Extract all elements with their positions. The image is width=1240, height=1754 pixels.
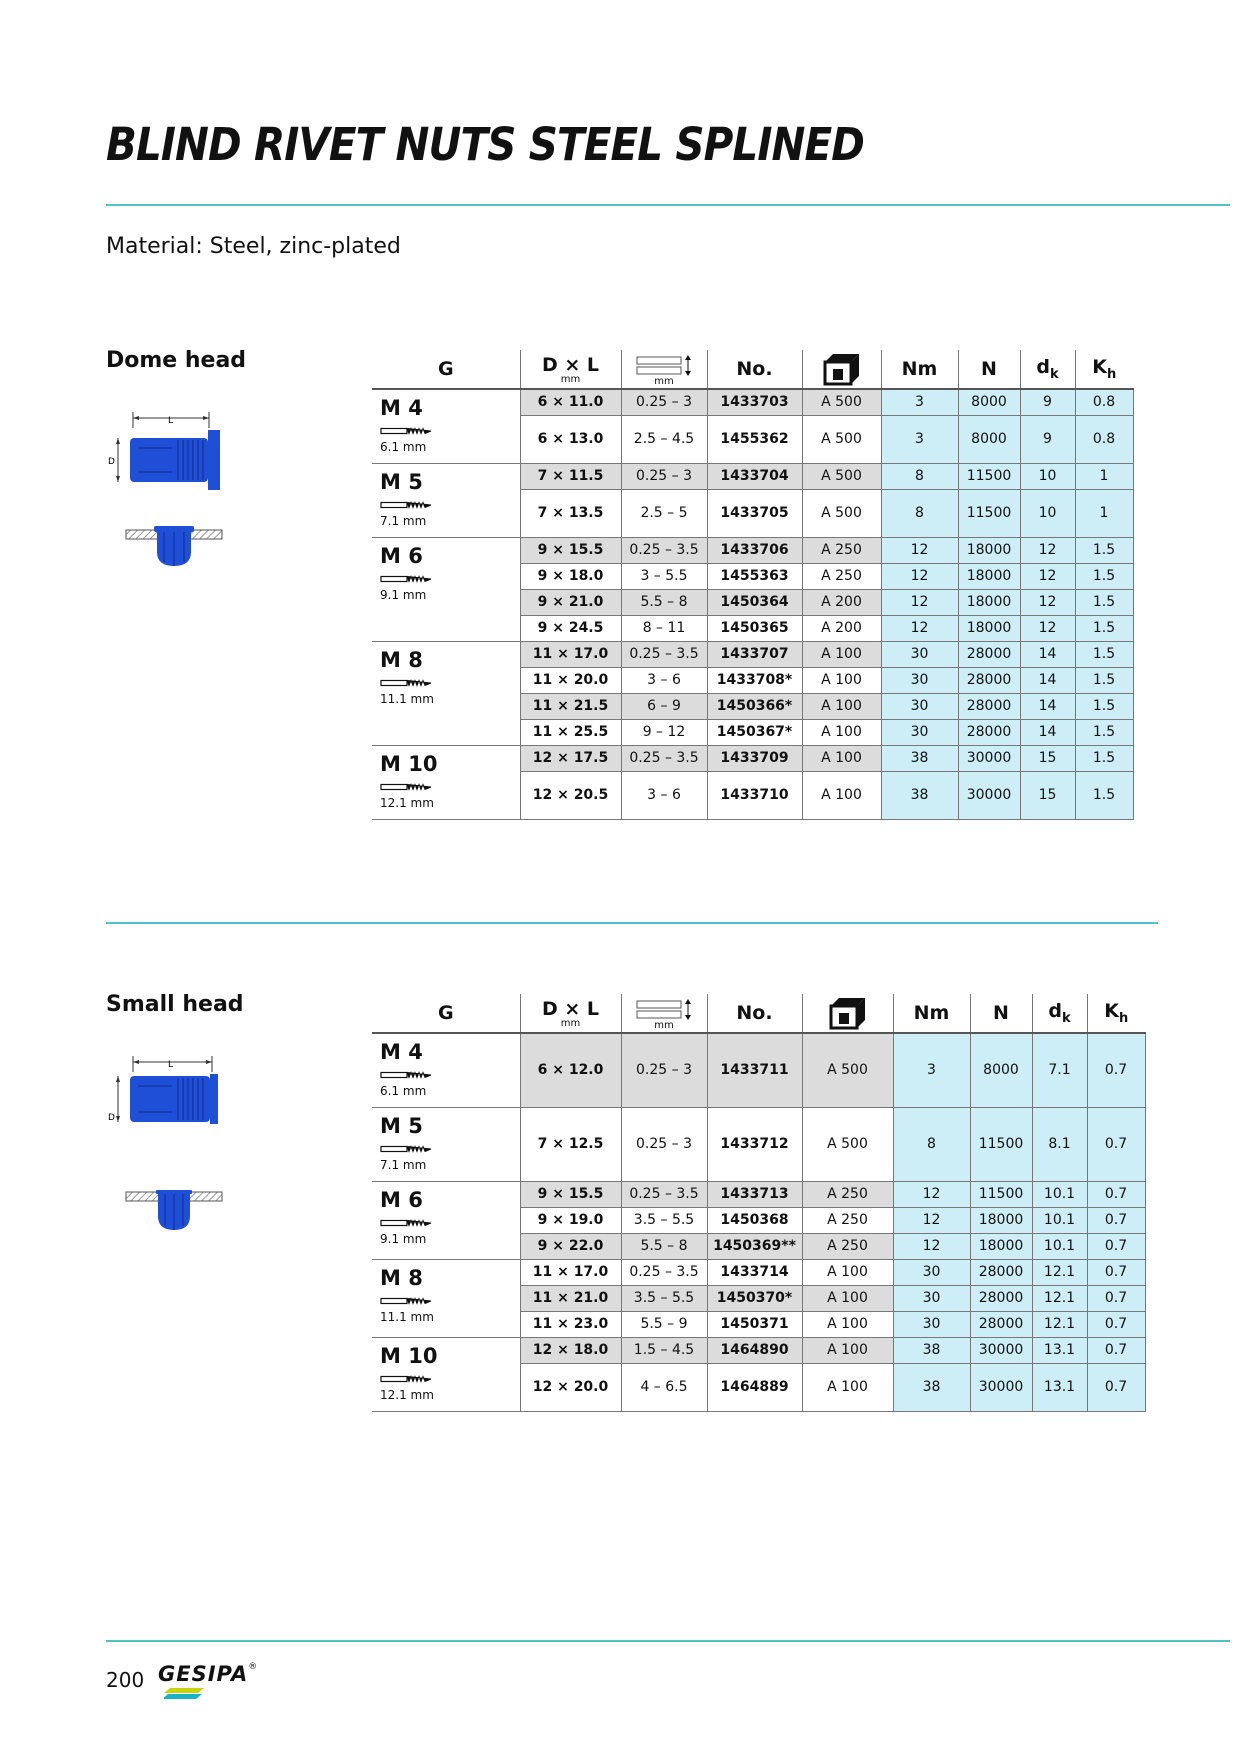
packaging-cell: A 100: [802, 1285, 893, 1311]
head-height-cell: 1.5: [1075, 771, 1133, 819]
grip-range-cell: 6 – 9: [621, 693, 707, 719]
force-cell: 30000: [958, 771, 1020, 819]
packaging-cell: A 500: [802, 463, 881, 489]
grip-range-cell: 3 – 5.5: [621, 563, 707, 589]
grip-range-cell: 3.5 – 5.5: [621, 1285, 707, 1311]
drill-icon: [380, 1218, 520, 1228]
dimension-cell: 12 × 17.5: [520, 745, 621, 771]
head-height-cell: 1.5: [1075, 615, 1133, 641]
table-row: [372, 745, 1133, 771]
force-cell: 30000: [970, 1363, 1032, 1411]
brand-name: GESIPA: [158, 1662, 249, 1686]
grip-range-cell: 0.25 – 3.5: [621, 1181, 707, 1207]
force-cell: 18000: [970, 1233, 1032, 1259]
dimension-cell: 11 × 23.0: [520, 1311, 621, 1337]
grip-range-cell: 5.5 – 8: [621, 589, 707, 615]
torque-cell: 12: [893, 1233, 970, 1259]
dimension-cell: 9 × 15.5: [520, 1181, 621, 1207]
header-g: G: [372, 350, 520, 389]
package-icon: [823, 352, 861, 386]
force-cell: 28000: [958, 641, 1020, 667]
head-height-cell: 0.7: [1087, 1363, 1145, 1411]
head-height-cell: 0.7: [1087, 1285, 1145, 1311]
dimension-cell: 11 × 17.0: [520, 641, 621, 667]
grip-range-cell: 5.5 – 8: [621, 1233, 707, 1259]
torque-cell: 30: [881, 719, 958, 745]
article-number-cell: 1433713: [707, 1181, 802, 1207]
drill-icon: [380, 1070, 520, 1080]
header-pack: [802, 994, 893, 1033]
article-number-cell: 1433705: [707, 489, 802, 537]
dimension-cell: 11 × 20.0: [520, 667, 621, 693]
dimension-l-label: L: [168, 416, 174, 426]
article-number-cell: 1450367*: [707, 719, 802, 745]
thread-size-cell: [372, 1107, 520, 1181]
header-kh: $K_h$: [1087, 994, 1145, 1033]
torque-cell: 12: [881, 537, 958, 563]
grip-range-cell: 1.5 – 4.5: [621, 1337, 707, 1363]
force-cell: 18000: [958, 589, 1020, 615]
header-n: N: [958, 350, 1020, 389]
dimension-cell: 11 × 25.5: [520, 719, 621, 745]
header-nm: Nm: [893, 994, 970, 1033]
head-diameter-cell: 9: [1020, 389, 1075, 415]
grip-range-cell: 0.25 – 3.5: [621, 745, 707, 771]
packaging-cell: A 250: [802, 537, 881, 563]
table-row: [372, 1033, 1145, 1107]
dimension-cell: 7 × 13.5: [520, 489, 621, 537]
table-row: [372, 1107, 1145, 1181]
head-height-cell: 0.7: [1087, 1207, 1145, 1233]
head-height-cell: 1.5: [1075, 563, 1133, 589]
force-cell: 18000: [958, 537, 1020, 563]
torque-cell: 8: [893, 1107, 970, 1181]
torque-cell: 30: [893, 1259, 970, 1285]
head-height-cell: 0.8: [1075, 389, 1133, 415]
table-row: [372, 641, 1133, 667]
article-number-cell: 1450365: [707, 615, 802, 641]
article-number-cell: 1464889: [707, 1363, 802, 1411]
torque-cell: 12: [881, 615, 958, 641]
grip-range-cell: 8 – 11: [621, 615, 707, 641]
dimension-d-label: D: [108, 1113, 115, 1123]
header-dxl: D × L mm: [520, 994, 621, 1033]
force-cell: 8000: [958, 415, 1020, 463]
packaging-cell: A 100: [802, 719, 881, 745]
thread-size: M 8: [380, 1265, 423, 1290]
force-cell: 30000: [970, 1337, 1032, 1363]
thread-size: M 6: [380, 1187, 423, 1212]
drill-icon: [380, 782, 520, 792]
thread-size: M 10: [380, 1343, 438, 1368]
material-text: Material: Steel, zinc-plated: [106, 234, 401, 259]
head-diameter-cell: 10.1: [1032, 1207, 1087, 1233]
head-height-cell: 1.5: [1075, 745, 1133, 771]
table-row: [372, 537, 1133, 563]
dimension-cell: 9 × 15.5: [520, 537, 621, 563]
drill-icon: [380, 426, 520, 436]
thread-size: M 4: [380, 1040, 423, 1064]
title-rule: [106, 204, 1230, 206]
dimension-cell: 7 × 12.5: [520, 1107, 621, 1181]
head-height-cell: 1.5: [1075, 719, 1133, 745]
grip-range-cell: 0.25 – 3: [621, 1107, 707, 1181]
force-cell: 18000: [958, 563, 1020, 589]
head-diameter-cell: 12.1: [1032, 1259, 1087, 1285]
dome-head-table: [372, 350, 1134, 820]
thread-size-cell: [372, 1259, 520, 1337]
thread-size: M 5: [380, 1113, 423, 1138]
head-height-cell: 0.7: [1087, 1259, 1145, 1285]
torque-cell: 3: [881, 389, 958, 415]
article-number-cell: 1450370*: [707, 1285, 802, 1311]
head-diameter-cell: 13.1: [1032, 1363, 1087, 1411]
force-cell: 8000: [970, 1033, 1032, 1107]
dimension-cell: 12 × 20.0: [520, 1363, 621, 1411]
header-no: No.: [707, 350, 802, 389]
torque-cell: 12: [893, 1181, 970, 1207]
dimension-cell: 11 × 21.5: [520, 693, 621, 719]
torque-cell: 12: [881, 589, 958, 615]
force-cell: 28000: [958, 719, 1020, 745]
force-cell: 11500: [970, 1181, 1032, 1207]
force-cell: 18000: [958, 615, 1020, 641]
head-height-cell: 1.5: [1075, 667, 1133, 693]
article-number-cell: 1433710: [707, 771, 802, 819]
head-diameter-cell: 10.1: [1032, 1181, 1087, 1207]
header-grip: mm: [621, 350, 707, 389]
torque-cell: 38: [881, 745, 958, 771]
thread-size: M 8: [380, 647, 423, 672]
table-row: [372, 1181, 1145, 1207]
thread-size-cell: [372, 1337, 520, 1411]
head-diameter-cell: 12.1: [1032, 1311, 1087, 1337]
head-height-cell: 1.5: [1075, 589, 1133, 615]
drill-icon: [380, 1144, 520, 1154]
article-number-cell: 1433706: [707, 537, 802, 563]
grip-range-cell: 0.25 – 3.5: [621, 537, 707, 563]
grip-range-cell: 9 – 12: [621, 719, 707, 745]
thread-size: M 5: [380, 469, 423, 494]
head-diameter-cell: 12: [1020, 563, 1075, 589]
thread-size-cell: [372, 537, 520, 641]
dimension-l-label: L: [168, 1060, 174, 1070]
dome-head-diagram: [108, 408, 228, 496]
packaging-cell: A 500: [802, 415, 881, 463]
dome-head-installed-diagram: [124, 522, 224, 576]
article-number-cell: 1433714: [707, 1259, 802, 1285]
table-row: [372, 1337, 1145, 1363]
head-height-cell: 1.5: [1075, 537, 1133, 563]
thread-size-cell: [372, 745, 520, 819]
small-head-diagram: [108, 1052, 228, 1140]
brand-mark: ®: [248, 1662, 258, 1672]
dimension-cell: 12 × 18.0: [520, 1337, 621, 1363]
head-height-cell: 0.7: [1087, 1107, 1145, 1181]
head-diameter-cell: 12: [1020, 589, 1075, 615]
dimension-cell: 9 × 22.0: [520, 1233, 621, 1259]
head-diameter-cell: 15: [1020, 745, 1075, 771]
head-height-cell: 0.7: [1087, 1233, 1145, 1259]
head-height-cell: 1.5: [1075, 641, 1133, 667]
grip-range-cell: 3.5 – 5.5: [621, 1207, 707, 1233]
header-nm: Nm: [881, 350, 958, 389]
article-number-cell: 1450369**: [707, 1233, 802, 1259]
head-diameter-cell: 14: [1020, 719, 1075, 745]
dimension-cell: 9 × 24.5: [520, 615, 621, 641]
packaging-cell: A 100: [802, 641, 881, 667]
table-row: [372, 389, 1133, 415]
drill-diameter: 6.1 mm: [380, 1084, 427, 1098]
header-g: G: [372, 994, 520, 1033]
drill-diameter: 9.1 mm: [380, 587, 427, 602]
table-row: [372, 463, 1133, 489]
packaging-cell: A 100: [802, 1311, 893, 1337]
packaging-cell: A 500: [802, 1107, 893, 1181]
small-head-installed-diagram: [124, 1186, 224, 1240]
head-height-cell: 0.8: [1075, 415, 1133, 463]
dimension-cell: 6 × 12.0: [520, 1033, 621, 1107]
article-number-cell: 1450366*: [707, 693, 802, 719]
packaging-cell: A 100: [802, 745, 881, 771]
article-number-cell: 1455362: [707, 415, 802, 463]
head-height-cell: 0.7: [1087, 1181, 1145, 1207]
packaging-cell: A 250: [802, 1233, 893, 1259]
drill-diameter: 12.1 mm: [380, 795, 434, 810]
force-cell: 30000: [958, 745, 1020, 771]
packaging-cell: A 200: [802, 589, 881, 615]
drill-diameter: 11.1 mm: [380, 691, 434, 706]
grip-range-cell: 3 – 6: [621, 771, 707, 819]
dimension-cell: 11 × 17.0: [520, 1259, 621, 1285]
drill-icon: [380, 678, 520, 688]
packaging-cell: A 100: [802, 1337, 893, 1363]
packaging-cell: A 250: [802, 563, 881, 589]
head-height-cell: 1: [1075, 489, 1133, 537]
torque-cell: 30: [893, 1285, 970, 1311]
drill-icon: [380, 574, 520, 584]
force-cell: 18000: [970, 1207, 1032, 1233]
drill-diameter: 7.1 mm: [380, 1157, 427, 1172]
thread-size: M 10: [380, 751, 438, 776]
brand-logo: [158, 1662, 257, 1686]
dimension-cell: 11 × 21.0: [520, 1285, 621, 1311]
torque-cell: 3: [881, 415, 958, 463]
footer-rule: [106, 1640, 1230, 1642]
page-title: BLIND RIVET NUTS STEEL SPLINED: [106, 118, 864, 171]
head-height-cell: 0.7: [1087, 1033, 1145, 1107]
packaging-cell: A 100: [802, 771, 881, 819]
article-number-cell: 1433711: [707, 1033, 802, 1107]
table-row: [372, 1259, 1145, 1285]
grip-range-cell: 5.5 – 9: [621, 1311, 707, 1337]
dimension-cell: 9 × 19.0: [520, 1207, 621, 1233]
thread-size-cell: [372, 463, 520, 537]
section-rule: [106, 922, 1158, 924]
drill-diameter: 9.1 mm: [380, 1231, 427, 1246]
packaging-cell: A 500: [802, 489, 881, 537]
drill-icon: [380, 1296, 520, 1306]
dimension-cell: 9 × 18.0: [520, 563, 621, 589]
head-diameter-cell: 9: [1020, 415, 1075, 463]
force-cell: 11500: [970, 1107, 1032, 1181]
drill-icon: [380, 500, 520, 510]
drill-diameter: 6.1 mm: [380, 440, 427, 454]
head-diameter-cell: 10: [1020, 489, 1075, 537]
grip-range-cell: 0.25 – 3: [621, 463, 707, 489]
grip-range-icon: [633, 354, 695, 378]
dome-table-body: [372, 389, 1133, 819]
head-diameter-cell: 12: [1020, 537, 1075, 563]
torque-cell: 38: [893, 1363, 970, 1411]
small-table-body: [372, 1033, 1145, 1411]
drill-diameter: 7.1 mm: [380, 513, 427, 528]
drill-diameter: 11.1 mm: [380, 1309, 434, 1324]
dimension-cell: 7 × 11.5: [520, 463, 621, 489]
packaging-cell: A 100: [802, 1259, 893, 1285]
drill-diameter: 12.1 mm: [380, 1387, 434, 1402]
grip-range-cell: 0.25 – 3: [621, 389, 707, 415]
drill-icon: [380, 1374, 520, 1384]
torque-cell: 8: [881, 489, 958, 537]
torque-cell: 30: [881, 693, 958, 719]
packaging-cell: A 100: [802, 667, 881, 693]
torque-cell: 8: [881, 463, 958, 489]
head-diameter-cell: 14: [1020, 641, 1075, 667]
head-height-cell: 0.7: [1087, 1337, 1145, 1363]
head-diameter-cell: 7.1: [1032, 1033, 1087, 1107]
force-cell: 8000: [958, 389, 1020, 415]
header-no: No.: [707, 994, 802, 1033]
header-grip: mm: [621, 994, 707, 1033]
dimension-cell: 12 × 20.5: [520, 771, 621, 819]
grip-range-cell: 2.5 – 4.5: [621, 415, 707, 463]
article-number-cell: 1450364: [707, 589, 802, 615]
thread-size-cell: [372, 389, 520, 463]
torque-cell: 38: [881, 771, 958, 819]
header-dk: $d_k$: [1032, 994, 1087, 1033]
article-number-cell: 1433703: [707, 389, 802, 415]
package-icon: [829, 996, 867, 1030]
page-number: 200: [106, 1668, 145, 1692]
torque-cell: 30: [881, 641, 958, 667]
head-height-cell: 0.7: [1087, 1311, 1145, 1337]
grip-range-cell: 4 – 6.5: [621, 1363, 707, 1411]
dimension-cell: 9 × 21.0: [520, 589, 621, 615]
grip-range-cell: 0.25 – 3: [621, 1033, 707, 1107]
header-n: N: [970, 994, 1032, 1033]
head-diameter-cell: 8.1: [1032, 1107, 1087, 1181]
dimension-d-label: D: [108, 457, 115, 467]
thread-size: M 4: [380, 396, 423, 420]
thread-size-cell: [372, 1033, 520, 1107]
packaging-cell: A 250: [802, 1181, 893, 1207]
packaging-cell: A 100: [802, 693, 881, 719]
grip-range-cell: 3 – 6: [621, 667, 707, 693]
dimension-cell: 6 × 11.0: [520, 389, 621, 415]
header-dk: $d_k$: [1020, 350, 1075, 389]
thread-size-cell: [372, 641, 520, 745]
small-head-title: Small head: [106, 992, 244, 1017]
head-height-cell: 1: [1075, 463, 1133, 489]
article-number-cell: 1433709: [707, 745, 802, 771]
grip-range-icon: [633, 998, 695, 1022]
head-diameter-cell: 13.1: [1032, 1337, 1087, 1363]
small-head-table: [372, 994, 1146, 1412]
torque-cell: 30: [881, 667, 958, 693]
torque-cell: 30: [893, 1311, 970, 1337]
head-diameter-cell: 12.1: [1032, 1285, 1087, 1311]
force-cell: 28000: [970, 1285, 1032, 1311]
header-kh: $K_h$: [1075, 350, 1133, 389]
torque-cell: 12: [881, 563, 958, 589]
head-diameter-cell: 14: [1020, 667, 1075, 693]
article-number-cell: 1433708*: [707, 667, 802, 693]
packaging-cell: A 250: [802, 1207, 893, 1233]
article-number-cell: 1433704: [707, 463, 802, 489]
article-number-cell: 1433707: [707, 641, 802, 667]
grip-range-cell: 0.25 – 3.5: [621, 1259, 707, 1285]
torque-cell: 12: [893, 1207, 970, 1233]
head-height-cell: 1.5: [1075, 693, 1133, 719]
header-pack: [802, 350, 881, 389]
force-cell: 28000: [958, 693, 1020, 719]
article-number-cell: 1464890: [707, 1337, 802, 1363]
head-diameter-cell: 12: [1020, 615, 1075, 641]
dimension-cell: 6 × 13.0: [520, 415, 621, 463]
head-diameter-cell: 14: [1020, 693, 1075, 719]
torque-cell: 38: [893, 1337, 970, 1363]
head-diameter-cell: 10.1: [1032, 1233, 1087, 1259]
packaging-cell: A 100: [802, 1363, 893, 1411]
article-number-cell: 1455363: [707, 563, 802, 589]
brand-stripes: [164, 1688, 204, 1700]
grip-range-cell: 2.5 – 5: [621, 489, 707, 537]
thread-size-cell: [372, 1181, 520, 1259]
head-diameter-cell: 10: [1020, 463, 1075, 489]
torque-cell: 3: [893, 1033, 970, 1107]
article-number-cell: 1450371: [707, 1311, 802, 1337]
force-cell: 11500: [958, 463, 1020, 489]
article-number-cell: 1433712: [707, 1107, 802, 1181]
force-cell: 28000: [970, 1259, 1032, 1285]
article-number-cell: 1450368: [707, 1207, 802, 1233]
header-dxl: D × L mm: [520, 350, 621, 389]
force-cell: 28000: [958, 667, 1020, 693]
head-diameter-cell: 15: [1020, 771, 1075, 819]
grip-range-cell: 0.25 – 3.5: [621, 641, 707, 667]
thread-size: M 6: [380, 543, 423, 568]
packaging-cell: A 500: [802, 389, 881, 415]
dome-head-title: Dome head: [106, 348, 247, 373]
force-cell: 11500: [958, 489, 1020, 537]
packaging-cell: A 500: [802, 1033, 893, 1107]
force-cell: 28000: [970, 1311, 1032, 1337]
packaging-cell: A 200: [802, 615, 881, 641]
